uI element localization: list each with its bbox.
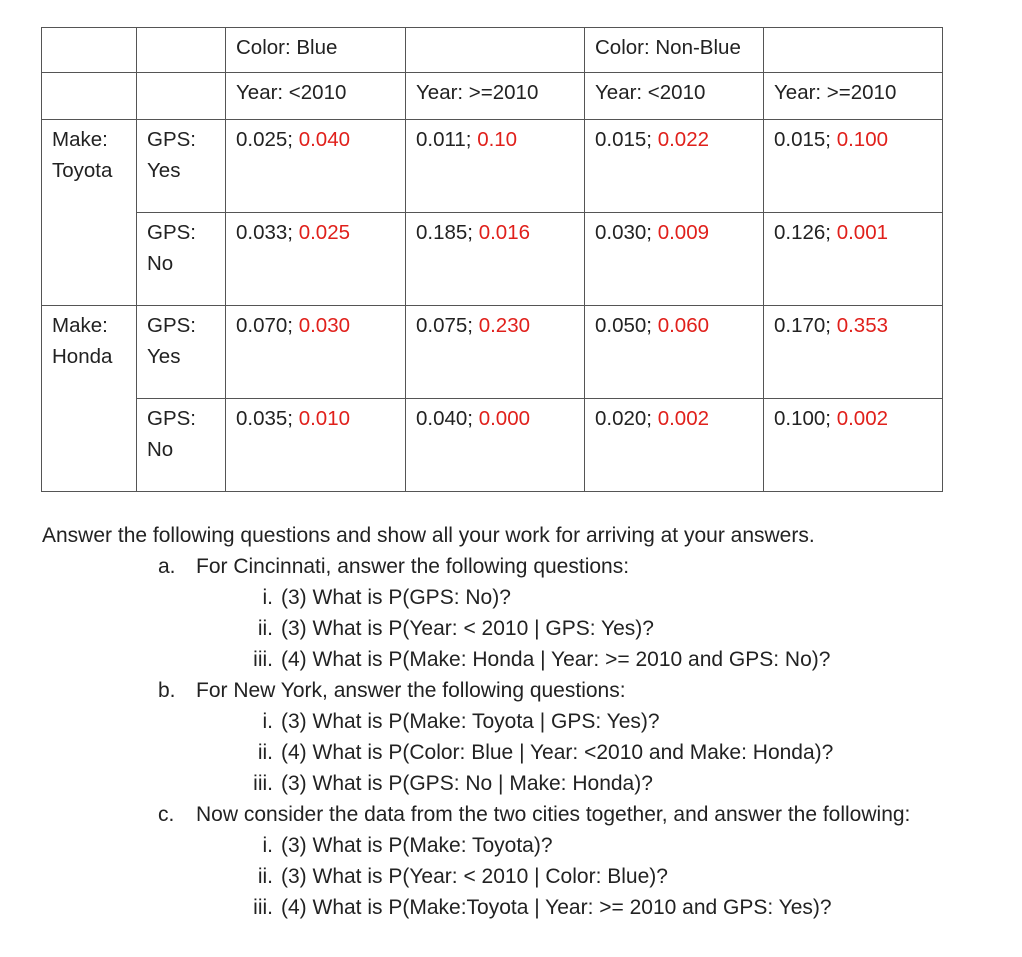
probability-table [41, 27, 943, 492]
color-nonblue-header-span [764, 28, 943, 73]
question-item: ii. (3) What is P(Year: < 2010 | Color: Blue)? [257, 865, 668, 888]
question-item: i. (3) What is P(Make: Toyota | GPS: Yes)? [262, 710, 660, 733]
table-row [42, 306, 943, 399]
question-item: ii. (4) What is P(Color: Blue | Year: <2010 and Make: Honda)? [257, 741, 834, 764]
section-c: c. Now consider the data from the two cities together, and answer the following: [158, 803, 911, 826]
make-cell [42, 213, 137, 306]
header-row-color [42, 28, 943, 73]
question-item: iii. (4) What is P(Make:Toyota | Year: >= 2010 and GPS: Yes)? [253, 896, 832, 919]
probability-cell: 0.185; 0.016 [406, 213, 585, 306]
probability-cell: 0.050; 0.060 [585, 306, 764, 399]
section-b: b. For New York, answer the following questions: [158, 679, 626, 702]
color-blue-header-span [406, 28, 585, 73]
probability-cell: 0.100; 0.002 [764, 399, 943, 492]
make-cell: Make: Honda [42, 306, 137, 399]
question-item: i. (3) What is P(GPS: No)? [262, 586, 511, 609]
gps-cell: GPS: Yes [137, 306, 226, 399]
table-row [42, 213, 943, 306]
empty-header-cell [42, 28, 137, 73]
probability-cell: 0.025; 0.040 [226, 120, 406, 213]
probability-cell: 0.015; 0.100 [764, 120, 943, 213]
year-header: Year: <2010 [585, 73, 764, 120]
year-header: Year: >=2010 [764, 73, 943, 120]
probability-cell: 0.020; 0.002 [585, 399, 764, 492]
table-row [42, 120, 943, 213]
gps-cell: GPS: Yes [137, 120, 226, 213]
probability-cell: 0.040; 0.000 [406, 399, 585, 492]
probability-cell: 0.030; 0.009 [585, 213, 764, 306]
year-header: Year: >=2010 [406, 73, 585, 120]
make-cell: Make: Toyota [42, 120, 137, 213]
color-blue-label: Color: Blue [236, 36, 338, 59]
question-item: i. (3) What is P(Make: Toyota)? [262, 834, 553, 857]
probability-cell: 0.075; 0.230 [406, 306, 585, 399]
empty-header-cell [137, 28, 226, 73]
empty-header-cell [137, 73, 226, 120]
header-row-year [42, 73, 943, 120]
probability-cell: 0.033; 0.025 [226, 213, 406, 306]
probability-cell: 0.011; 0.10 [406, 120, 585, 213]
probability-cell: 0.126; 0.001 [764, 213, 943, 306]
probability-cell: 0.035; 0.010 [226, 399, 406, 492]
questions-block [42, 520, 1017, 923]
table-row [42, 399, 943, 492]
year-header: Year: <2010 [226, 73, 406, 120]
gps-cell: GPS: No [137, 399, 226, 492]
section-a: a. For Cincinnati, answer the following questions: [158, 555, 630, 578]
empty-header-cell [42, 73, 137, 120]
color-blue-header [226, 28, 406, 73]
make-cell [42, 399, 137, 492]
probability-cell: 0.015; 0.022 [585, 120, 764, 213]
color-nonblue-label: Color: Non-Blue [595, 36, 741, 59]
color-nonblue-header [585, 28, 764, 73]
probability-cell: 0.070; 0.030 [226, 306, 406, 399]
questions-intro: Answer the following questions and show all your work for arriving at your answers. [42, 524, 815, 547]
question-item: iii. (4) What is P(Make: Honda | Year: >= 2010 and GPS: No)? [253, 648, 831, 671]
question-item: ii. (3) What is P(Year: < 2010 | GPS: Yes)? [257, 617, 654, 640]
gps-cell: GPS: No [137, 213, 226, 306]
question-item: iii. (3) What is P(GPS: No | Make: Honda)? [253, 772, 653, 795]
probability-cell: 0.170; 0.353 [764, 306, 943, 399]
